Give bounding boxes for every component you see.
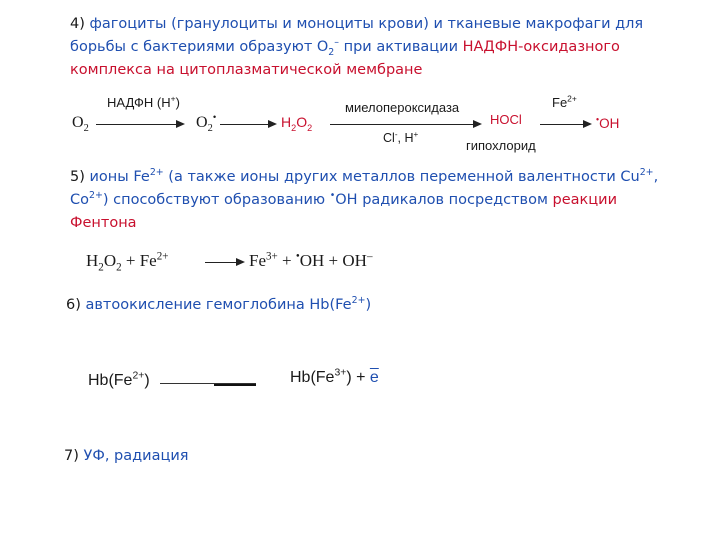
item-5-metals-text: (а также ионы других металлов переменной валентности Cu (163, 169, 640, 185)
hydrogen-peroxide-formula (281, 114, 313, 133)
hb-fe2-formula (88, 372, 150, 390)
iron-charge: 2+ (567, 93, 577, 104)
arrow-3-head (473, 120, 482, 128)
nadph-text: НАДФН (Н (107, 95, 171, 110)
item-7-line (64, 445, 188, 467)
item-5-comma: , (653, 169, 659, 185)
superoxide-subscript: 2 (328, 46, 335, 58)
chloride-charge: - (394, 129, 398, 139)
fenton-o: O (103, 251, 117, 270)
arrow-2-head (268, 120, 277, 128)
item-5-promote-text: ) способствуют образованию (102, 192, 330, 208)
item-6-charge: 2+ (351, 295, 366, 307)
hb-fe2-paren: ) (144, 372, 150, 389)
fenton-reaction-text: реакции (552, 192, 618, 208)
hb-fe3-charge: 3+ (334, 367, 347, 379)
radical-dot: • (212, 112, 217, 124)
item-5-line-2 (70, 189, 617, 211)
myeloperoxidase-label: миелопероксидаза (345, 100, 460, 115)
fenton-arrow-head (236, 258, 245, 266)
electron-symbol: $\overline{e}$ (369, 369, 379, 386)
fenton-oh-radical: OH (299, 251, 325, 270)
fenton-plus-fe: + Fe (121, 251, 157, 270)
hb-fe3-formula (290, 369, 379, 387)
item-5-radical-dot: • (329, 190, 336, 202)
item-5-number: 5) (70, 169, 85, 185)
hb-fe3-plus: ) + (346, 369, 370, 386)
cobalt-charge: 2+ (89, 190, 103, 202)
chloride-text: Cl (383, 131, 395, 145)
item-5-ions-text: ионы Fe (84, 169, 150, 185)
item-6-number: 6) (66, 297, 81, 313)
fenton-fe3: Fe (249, 251, 266, 270)
item-4-activation-text: при активации (339, 39, 463, 55)
superoxide-radical-formula (196, 112, 217, 135)
arrow-3-line (330, 124, 475, 125)
superoxide-o: O (196, 114, 208, 131)
copper-ion-charge: 2+ (639, 167, 654, 179)
item-4-line-2 (70, 36, 620, 58)
item-4-line-3: комплекса на цитоплазматической мембране (70, 62, 423, 78)
nadph-oxidase-text: НАДФН-оксидазного (462, 39, 620, 55)
fenton-products (249, 251, 372, 271)
item-4-number: 4) (70, 16, 85, 32)
fenton-reactants (86, 250, 169, 274)
hb-reaction-line-bold (214, 384, 256, 386)
iron-ion-charge: 2+ (149, 167, 164, 179)
item-5-radicals-text: OH радикалов посредством (335, 192, 553, 208)
item-4-bacteria-text: борьбы с бактериями образуют O (70, 39, 329, 55)
oxygen-formula (72, 114, 89, 135)
chloride-h: , H (397, 131, 414, 145)
h2o2-h: H (281, 114, 292, 130)
hydroxyl-dot: • (596, 114, 600, 125)
fenton-h: H (86, 251, 99, 270)
nadph-label (107, 95, 180, 110)
item-5-line-3: Фентона (70, 215, 137, 231)
fenton-plus-oh: + OH (324, 251, 367, 270)
fenton-o-subscript: 2 (116, 261, 122, 274)
hypochlorite-label: гипохлорид (466, 138, 536, 153)
hydroxyl-radical-label (596, 116, 619, 131)
arrow-4-head (583, 120, 592, 128)
fenton-h-subscript: 2 (98, 261, 104, 274)
fenton-plus-2: + (277, 251, 296, 270)
oxygen-subscript: 2 (83, 123, 89, 135)
item-6-line (66, 294, 371, 316)
arrow-1-head (176, 120, 185, 128)
item-6-paren: ) (365, 297, 372, 313)
h2o2-o-subscript: 2 (307, 122, 313, 133)
hb-fe2-charge: 2+ (132, 370, 145, 382)
item-5-line-1 (70, 166, 658, 188)
fenton-fe3-charge: 3+ (266, 250, 278, 263)
arrow-2-line (220, 124, 270, 125)
arrow-4-line (540, 124, 585, 125)
iron-catalyst-label (552, 95, 577, 110)
nadph-paren: ) (175, 95, 180, 110)
item-7-number: 7) (64, 448, 79, 464)
proton-charge: + (413, 129, 419, 139)
arrow-1-line (96, 124, 178, 125)
item-4-line-1 (70, 13, 643, 35)
hb-fe3-text: Hb(Fe (290, 369, 335, 386)
item-6-text: автоокисление гемоглобина Hb(Fe (80, 297, 352, 313)
hydroxyl-text: OH (599, 116, 620, 131)
h2o2-o: O (296, 114, 308, 130)
chloride-label (383, 131, 418, 145)
nadph-charge: + (170, 93, 176, 104)
fenton-radical-dot: • (295, 250, 300, 263)
fenton-hydroxide-charge: – (366, 250, 373, 263)
item-7-text: УФ, радиация (78, 448, 189, 464)
superoxide-charge: – (334, 37, 339, 49)
hocl-formula: HOCl (490, 112, 522, 127)
oxygen-o: O (72, 114, 84, 131)
fenton-fe2-charge: 2+ (156, 250, 169, 263)
superoxide-radical-subscript: 2 (207, 123, 213, 135)
hb-fe2-text: Hb(Fe (88, 372, 133, 389)
h2o2-h-subscript: 2 (291, 122, 297, 133)
item-4-phagocytes-text: фагоциты (гранулоциты и моноциты крови) и тканевые макрофаги для (84, 16, 644, 32)
iron-text: Fe (552, 95, 568, 110)
fenton-arrow-line (205, 262, 239, 263)
cobalt-text: Co (70, 192, 89, 208)
